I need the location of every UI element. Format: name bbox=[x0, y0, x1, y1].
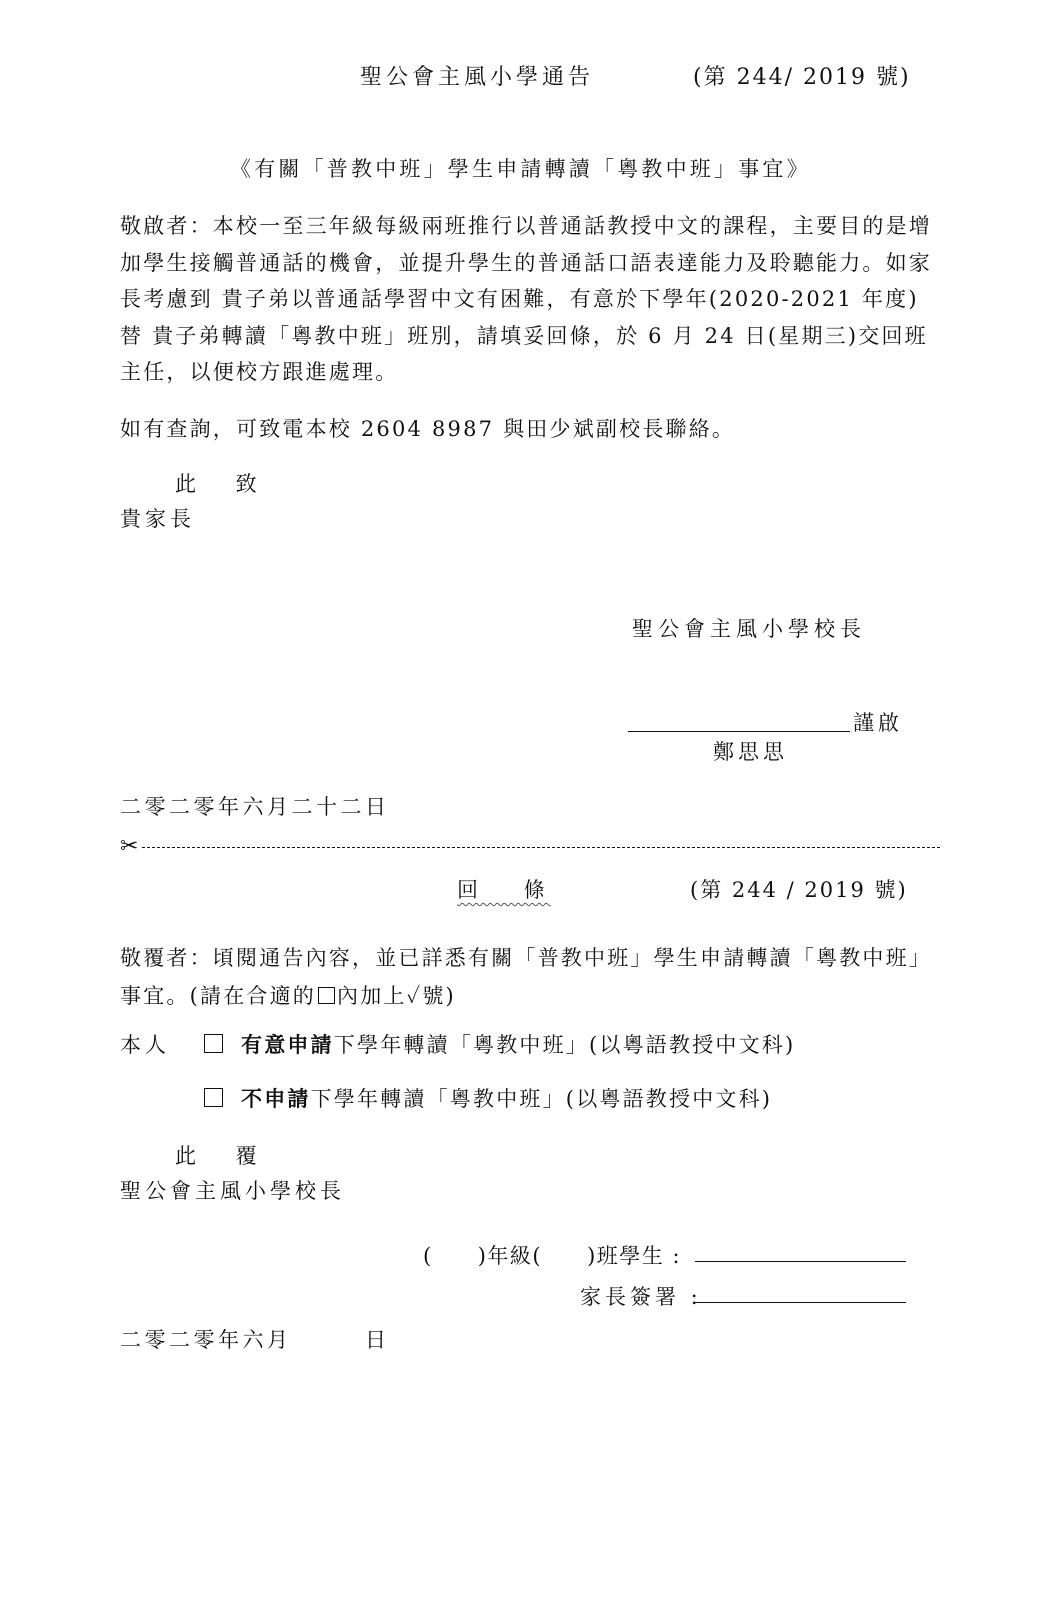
closing-salutation: 此 致 bbox=[175, 472, 261, 496]
dashed-divider bbox=[142, 847, 940, 848]
class-line-label: ( )年級( )班學生 : bbox=[423, 1244, 682, 1268]
signature-line bbox=[628, 731, 850, 732]
reply-date: 二零二零年六月 日 bbox=[120, 1328, 390, 1352]
reply-slip-title: 回 條 bbox=[457, 878, 551, 902]
cut-line bbox=[120, 836, 940, 858]
notice-subject: 《有關「普教中班」學生申請轉讀「粵教中班」事宜》 bbox=[230, 157, 811, 181]
signer-title: 聖公會主風小學校長 bbox=[632, 617, 866, 641]
option-apply-checkbox[interactable] bbox=[204, 1034, 223, 1053]
reply-addressee: 聖公會主風小學校長 bbox=[120, 1179, 345, 1203]
parent-signature-field[interactable] bbox=[695, 1302, 906, 1303]
option-not-apply-text: 下學年轉讀「粵教中班」(以粵語教授中文科) bbox=[310, 1087, 773, 1111]
option-not-apply-bold: 不申請 bbox=[241, 1086, 311, 1111]
body-paragraph-2: 如有查詢，可致電本校 2604 8987 與田少斌副校長聯絡。 bbox=[120, 417, 736, 441]
option-apply-bold: 有意申請 bbox=[241, 1032, 334, 1057]
student-name-field[interactable] bbox=[695, 1261, 906, 1262]
option-not-apply[interactable] bbox=[202, 1083, 772, 1113]
notice-date: 二零二零年六月二十二日 bbox=[120, 795, 390, 819]
reply-intro bbox=[120, 939, 940, 1015]
signer-name: 鄭思思 bbox=[713, 740, 788, 764]
option-apply[interactable] bbox=[202, 1029, 795, 1059]
notice-title: 聖公會主風小學通告 bbox=[360, 65, 595, 90]
reply-closing: 此 覆 bbox=[175, 1144, 261, 1168]
reply-notice-number: (第 244 / 2019 號) bbox=[690, 878, 908, 902]
self-label: 本人 bbox=[120, 1033, 170, 1057]
notice-number: (第 244/ 2019 號) bbox=[693, 65, 911, 90]
addressee: 貴家長 bbox=[120, 507, 195, 531]
option-apply-text: 下學年轉讀「粵教中班」(以粵語教授中文科) bbox=[333, 1033, 796, 1057]
reply-intro-text: 敬覆者：頃閱通告內容，並已詳悉有關「普教中班」學生申請轉讀「粵教中班」事宜。(請在合適的 bbox=[120, 946, 932, 1008]
respectfully-text: 謹啟 bbox=[853, 711, 903, 735]
option-not-apply-checkbox[interactable] bbox=[204, 1088, 223, 1107]
parent-sign-label: 家長簽署 : bbox=[580, 1285, 702, 1309]
check-mark-icon: ✓ bbox=[406, 984, 423, 1008]
body-paragraph-1: 敬啟者：本校一至三年級每級兩班推行以普通話教授中文的課程，主要目的是增加學生接觸普通話的機會，並提升學生的普通話口語表達能力及聆聽能力。如家長考慮到 貴子弟以普通話學習中文有困難，有意於下學年(2020-2021 年度)替 貴子弟轉讀「粵教中班」班別，請填妥回條，於 6 月 24 日(星期三)交回班主任，以便校方跟進處理。 bbox=[120, 214, 932, 384]
scissors-icon: ✂ bbox=[120, 836, 139, 858]
reply-intro-text-3: 號) bbox=[422, 984, 456, 1008]
checkbox-example-icon bbox=[318, 987, 335, 1004]
reply-intro-text-2: 內加上 bbox=[337, 984, 407, 1008]
